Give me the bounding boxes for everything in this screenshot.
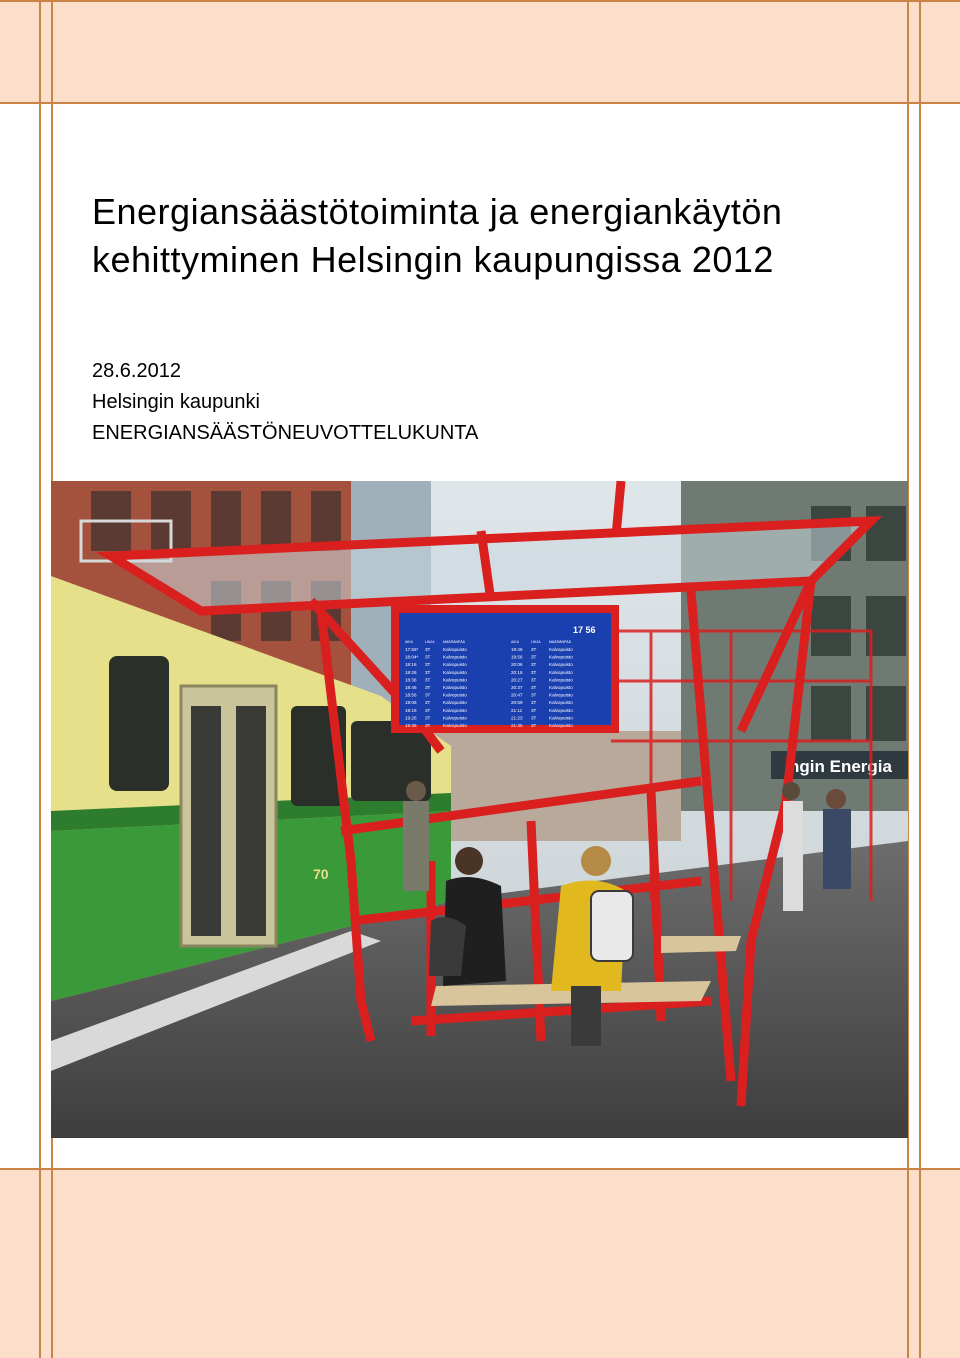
board-left-row-10-cell-0: 19:36 [405,723,417,728]
board-right-row-8-cell-0: 21:11 [511,707,523,713]
left-margin-strip [0,103,39,1169]
board-right-row-6-cell-1: 3T [531,692,537,698]
board-right-row-1-cell-2: Kalvopuisto [549,654,573,660]
board-left-row-4-cell-0: 18:36 [405,677,417,683]
board-left-row-8-cell-2: Kalvopuisto [443,707,467,713]
board-right-row-8-cell-1: 3T [531,707,537,713]
organization-name: Helsingin kaupunki [92,391,260,413]
board-right-row-4-cell-2: Kalvopuisto [549,677,573,683]
board-left-row-1-cell-1: 3T [425,654,431,660]
committee-name: ENERGIANSÄÄSTÖNEUVOTTELUKUNTA [92,422,479,444]
right-frame-line-outer [919,0,921,1358]
board-right-row-7-cell-0: 20:59 [511,700,523,706]
board-left-row-9-cell-0: 19:26 [405,715,417,721]
board-right-row-9-cell-0: 21:23 [511,715,523,721]
board-header-3: AIKA [511,640,519,644]
board-right-row-10-cell-2: Kalvopuisto [549,723,573,728]
board-right-row-5-cell-0: 20:37 [511,685,523,690]
board-left-row-6-cell-0: 18:56 [405,692,417,698]
board-right-row-5-cell-1: 3T [531,685,537,690]
board-right-row-6-cell-2: Kalvopuisto [549,692,573,698]
board-right-row-1-cell-0: 19:56 [511,654,523,660]
title-line-1: Energiansäästötoiminta ja energiankäytön [92,191,783,232]
board-left-row-0-cell-0: 17:56* [405,647,419,652]
board-right-row-2-cell-0: 20:06 [511,662,523,668]
bench-end [661,936,741,953]
board-left-row-9-cell-2: Kalvopuisto [443,715,467,721]
board-left-row-1-cell-2: Kalvopuisto [443,654,467,660]
board-right-row-4-cell-1: 3T [531,677,537,683]
board-right-row-2-cell-1: 3T [531,662,537,668]
board-left-row-4-cell-2: Kalvopuisto [443,677,467,683]
departure-board [391,605,619,733]
board-left-row-6-cell-2: Kalvopuisto [443,692,467,698]
board-left-row-2-cell-2: Kalvopuisto [443,662,467,668]
board-left-row-5-cell-2: Kalvopuisto [443,685,467,690]
title-line-2: kehittyminen Helsingin kaupungissa 2012 [92,239,774,280]
board-header-4: LINJA [531,640,541,644]
cover-photo [51,481,908,1138]
board-left-row-4-cell-1: 3T [425,677,431,683]
tram-number: 70 [313,866,329,882]
board-right-row-4-cell-0: 20:27 [511,677,523,683]
board-left-row-3-cell-2: Kalvopuisto [443,669,467,675]
bottom-band [0,1169,960,1358]
board-left-row-2-cell-1: 3T [425,662,431,668]
board-left-row-7-cell-0: 19:06 [405,700,417,706]
board-right-row-1-cell-1: 3T [531,654,537,660]
board-left-row-3-cell-1: 3T [425,669,431,675]
board-left-row-10-cell-2: Kalvopuisto [443,723,467,728]
board-left-row-7-cell-1: 3T [425,700,431,706]
board-left-row-5-cell-0: 18:46 [405,685,417,690]
header-divider [0,102,960,104]
board-right-row-10-cell-1: 3T [531,723,537,728]
top-divider [0,0,960,2]
left-frame-line-outer [39,0,41,1358]
board-right-row-9-cell-2: Kalvopuisto [549,715,573,721]
board-left-row-7-cell-2: Kalvopuisto [443,700,467,706]
board-right-row-3-cell-0: 20:16 [511,669,523,675]
board-right-row-5-cell-2: Kalvopuisto [549,685,573,690]
board-left-row-6-cell-1: 3T [425,692,431,698]
board-right-row-9-cell-1: 3T [531,715,537,721]
board-right-row-8-cell-2: Kalvopuisto [549,707,573,713]
board-right-row-3-cell-1: 3T [531,669,537,675]
board-right-row-7-cell-1: 3T [531,700,537,706]
board-right-row-0-cell-2: Kalvopuisto [549,647,573,652]
board-header-5: MÄÄRÄNPÄÄ [549,640,571,644]
board-left-row-10-cell-1: 3T [425,723,431,728]
board-left-row-8-cell-0: 19:16 [405,707,417,713]
board-header-1: LINJA [425,640,435,644]
board-right-row-6-cell-0: 20:47 [511,692,523,698]
cover-meta [92,356,478,449]
board-header-2: MÄÄRÄNPÄÄ [443,640,465,644]
board-clock: 17 56 [573,625,596,635]
board-header-0: AIKA [405,640,413,644]
board-left-row-9-cell-1: 3T [425,715,431,721]
board-right-row-7-cell-2: Kalvopuisto [549,700,573,706]
board-left-row-1-cell-0: 18:04* [405,654,419,660]
board-left-row-2-cell-0: 18:16 [405,662,417,668]
document-title [92,188,892,284]
board-left-row-8-cell-1: 3T [425,707,431,713]
board-right-row-2-cell-2: Kalvopuisto [549,662,573,668]
board-right-row-10-cell-0: 21:35 [511,723,523,728]
board-left-row-3-cell-0: 18:26 [405,669,417,675]
top-band [0,0,960,103]
board-right-row-0-cell-0: 19:46 [511,647,523,652]
board-left-row-5-cell-1: 3T [425,685,431,690]
document-date: 28.6.2012 [92,360,181,382]
board-left-row-0-cell-1: 3T [425,647,431,652]
board-right-row-0-cell-1: 3T [531,647,537,652]
footer-divider [0,1168,960,1170]
board-right-row-3-cell-2: Kalvopuisto [549,669,573,675]
tram-stop-illustration [51,481,908,1138]
board-left-row-0-cell-2: Kalvopuisto [443,647,467,652]
building-sign-text: ngin Energia [789,757,892,776]
